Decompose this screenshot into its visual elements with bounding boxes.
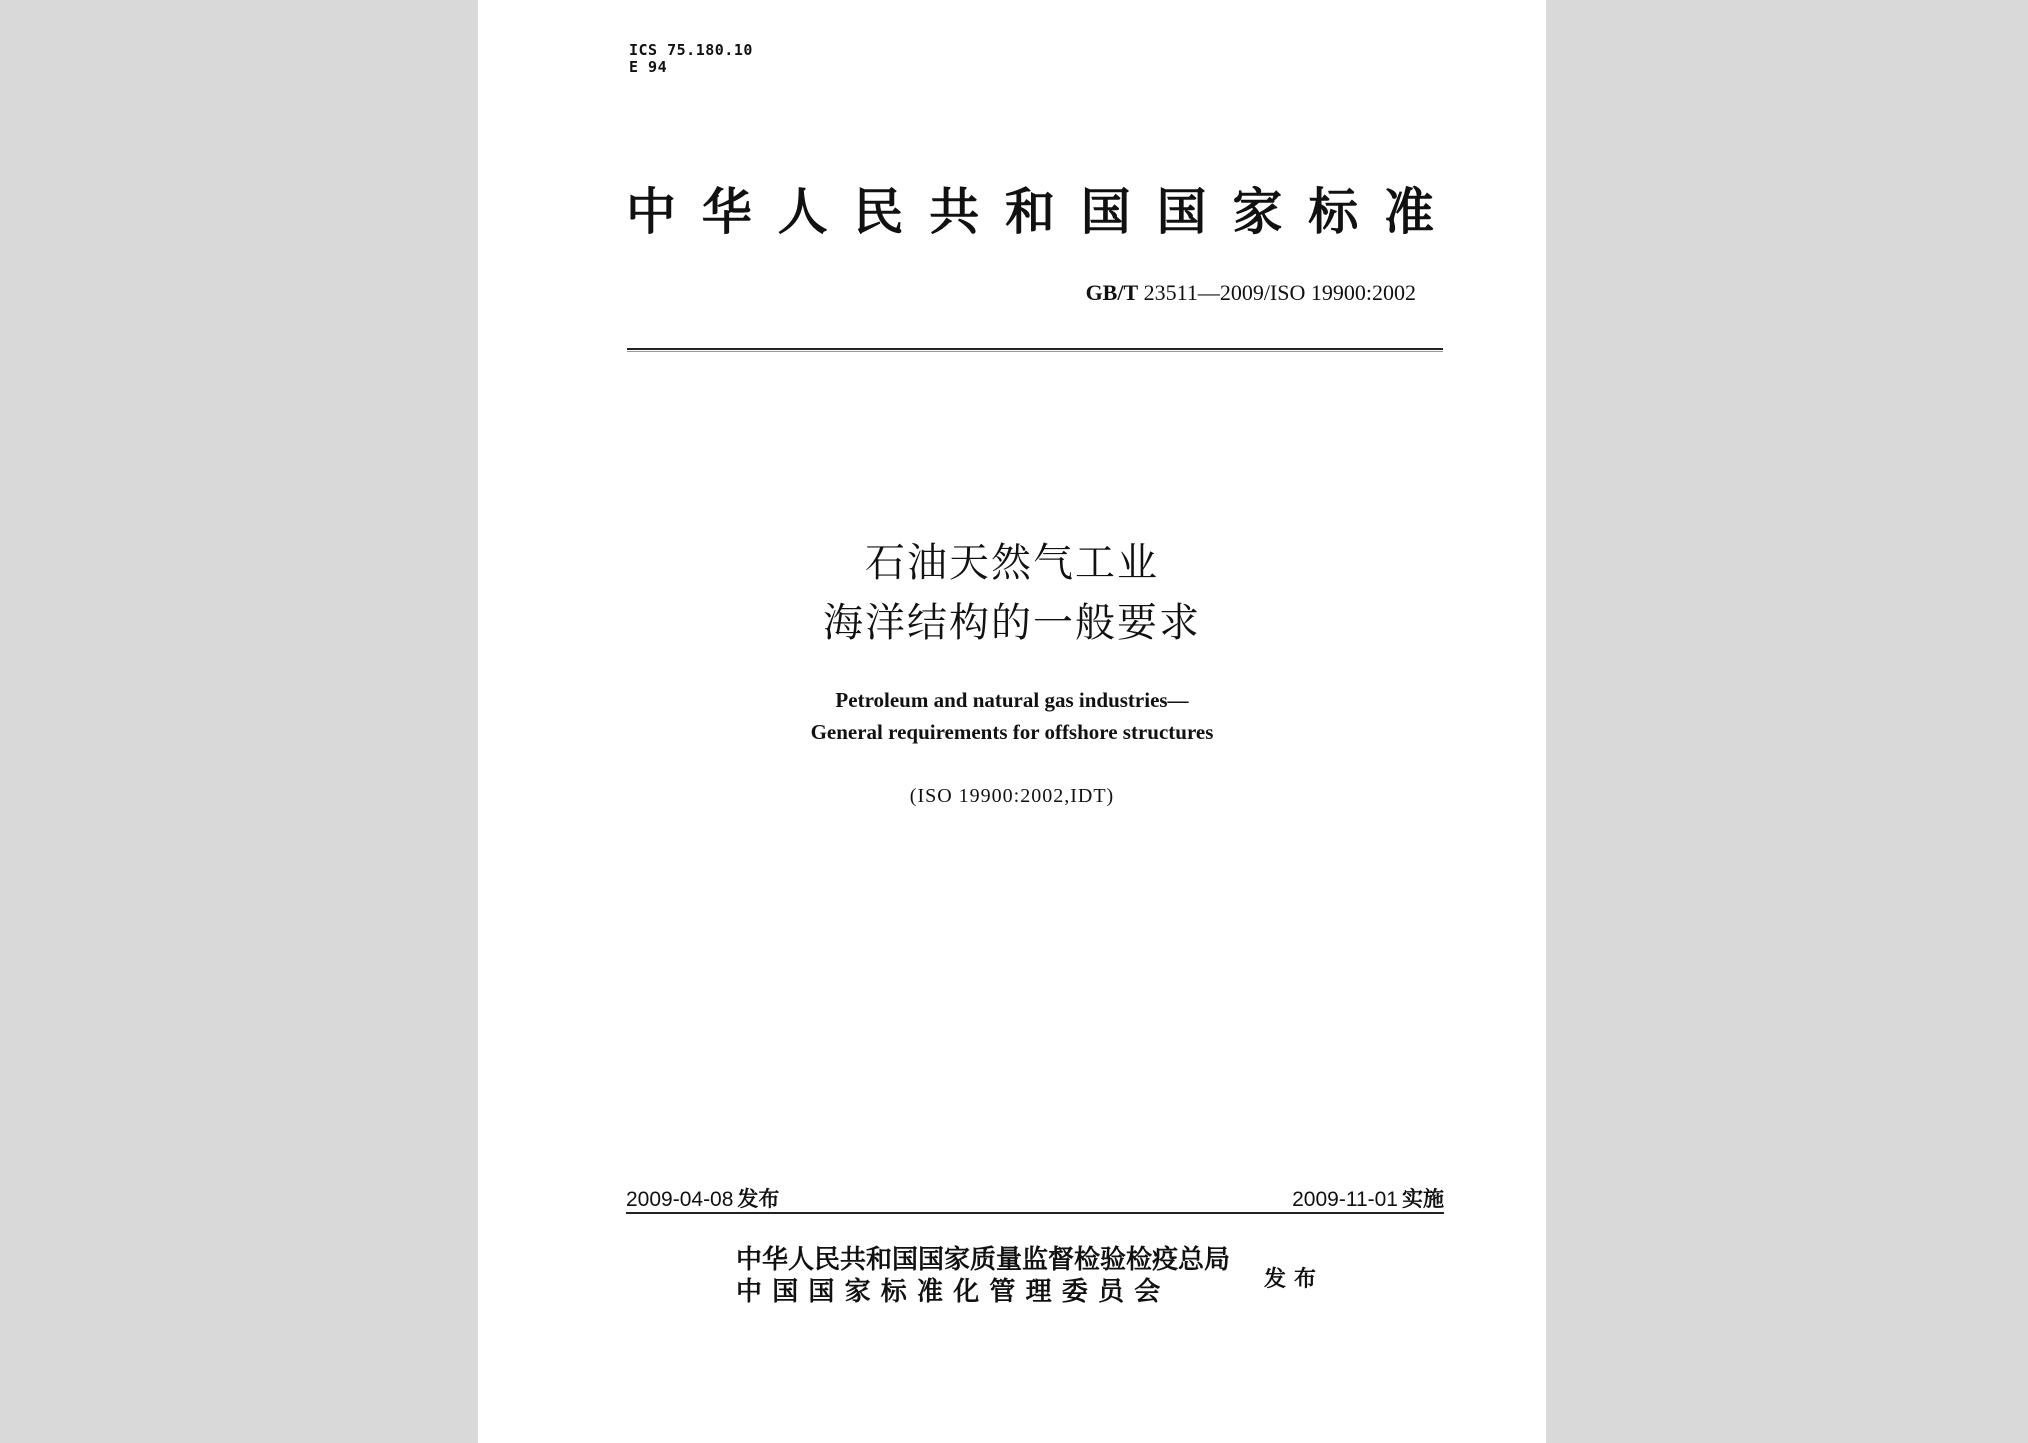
header-rule xyxy=(627,348,1443,350)
issue-label: 发布 xyxy=(1264,1266,1325,1292)
national-standard-title: 中华人民共和国国家标准 xyxy=(626,182,1444,241)
standard-code: GB/T xyxy=(1085,280,1139,305)
document-page xyxy=(478,0,1546,1443)
release-date-block xyxy=(626,1183,779,1213)
footer-rule xyxy=(626,1212,1444,1214)
release-label: 发布 xyxy=(737,1187,780,1211)
issuer-line2: 中国国家标准化管理委员会 xyxy=(736,1277,1171,1307)
header-rule-thin xyxy=(627,351,1443,352)
ics-code: ICS 75.180.10 xyxy=(629,41,753,59)
implementation-date: 2009-11-01 xyxy=(1292,1188,1398,1211)
english-title-line1: Petroleum and natural gas industries— xyxy=(835,688,1189,712)
standard-number xyxy=(1086,280,1416,306)
standard-number-rest: 23511—2009/ISO 19900:2002 xyxy=(1138,280,1416,305)
chinese-title-line1: 石油天然气工业 xyxy=(865,540,1159,586)
implementation-label: 实施 xyxy=(1402,1187,1444,1211)
iso-equivalence: (ISO 19900:2002,IDT) xyxy=(909,785,1115,807)
english-title-line2: General requirements for offshore structures xyxy=(810,720,1214,744)
release-date: 2009-04-08 xyxy=(626,1188,734,1211)
chinese-title-line2: 海洋结构的一般要求 xyxy=(823,600,1201,646)
issuer-line1: 中华人民共和国国家质量监督检验检疫总局 xyxy=(736,1245,1231,1275)
classification-codes xyxy=(629,42,753,76)
ccs-code: E 94 xyxy=(629,58,668,76)
implementation-date-block xyxy=(1292,1183,1444,1213)
